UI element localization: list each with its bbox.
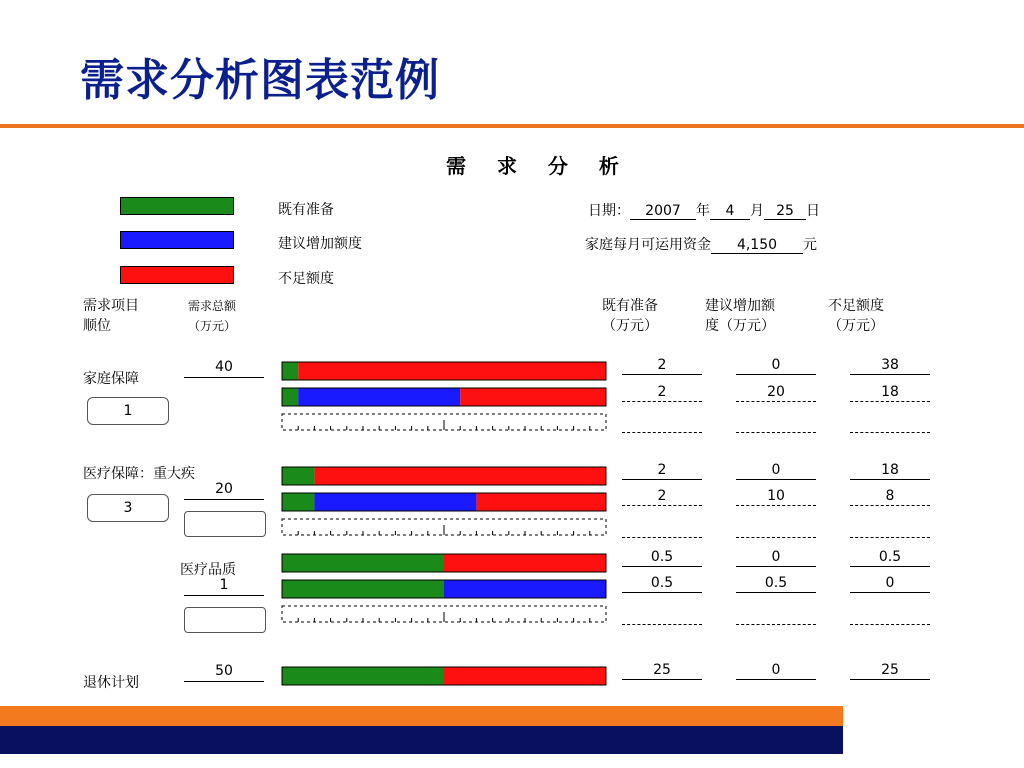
legend-label-existing: 既有准备 [278,202,334,218]
value-suggested-row-6: 0.5 [736,575,816,593]
date-label: 日期： [588,203,630,219]
value-existing-row-7: 25 [622,662,702,680]
funds-label: 家庭每月可运用资金 [585,237,711,253]
value-existing-row-5: 0.5 [622,549,702,567]
funds-unit: 元 [803,237,817,253]
blank-entry-suggested-2 [736,537,816,538]
value-existing-row-2: 2 [622,384,702,402]
item-medical-major-total: 20 [184,481,264,500]
blank-entry-existing-1 [622,432,702,433]
footer-orange-band [0,706,843,726]
bar-segment-existing-row-4 [282,493,314,511]
blank-entry-suggested-3 [736,624,816,625]
bar-segment-existing-row-3 [282,467,314,485]
header-total-line1: 需求总额 [188,299,237,313]
form-heading: 需 求 分 析 [446,154,631,178]
header-shortfall-line2: （万元） [828,318,884,334]
item-retirement-name: 退休计划 [83,675,139,691]
date-day-unit: 日 [806,203,820,219]
value-suggested-row-5: 0 [736,549,816,567]
bar-segment-existing-row-5 [282,554,444,572]
bar-segment-suggested-row-6 [444,580,606,598]
value-suggested-row-3: 0 [736,462,816,480]
value-suggested-row-4: 10 [736,488,816,506]
header-suggested-line1: 建议增加额 [705,298,775,314]
value-existing-row-6: 0.5 [622,575,702,593]
date-month: 4 [710,203,750,220]
blank-entry-existing-2 [622,537,702,538]
bar-segment-shortfall-row-4 [476,493,606,511]
header-suggested-line2: 度（万元） [705,318,775,334]
value-shortfall-row-3: 18 [850,462,930,480]
bar-segment-shortfall-row-1 [298,362,606,380]
bar-segment-shortfall-row-7 [444,667,606,685]
bar-segment-existing-row-1 [282,362,298,380]
item-family-rank-box[interactable]: 1 [87,397,169,425]
value-suggested-row-2: 20 [736,384,816,402]
value-suggested-row-1: 0 [736,357,816,375]
funds-value: 4,150 [711,237,803,254]
blank-entry-shortfall-3 [850,624,930,625]
footer-navy-band [0,726,843,754]
item-medical-major-rank-box[interactable]: 3 [87,494,169,522]
value-existing-row-3: 2 [622,462,702,480]
item-medical-quality-total: 1 [184,577,264,596]
value-shortfall-row-6: 0 [850,575,930,593]
date-month-unit: 月 [750,203,764,219]
bar-segment-existing-row-2 [282,388,298,406]
date-year-unit: 年 [696,203,710,219]
value-shortfall-row-4: 8 [850,488,930,506]
date-year: 2007 [630,203,696,220]
value-shortfall-row-2: 18 [850,384,930,402]
legend-label-suggested: 建议增加额度 [278,236,362,252]
value-existing-row-4: 2 [622,488,702,506]
value-shortfall-row-1: 38 [850,357,930,375]
item-medical-quality-name: 医疗品质 [180,562,236,578]
bar-segment-existing-row-7 [282,667,444,685]
value-shortfall-row-5: 0.5 [850,549,930,567]
slide-title: 需求分析图表范例 [80,55,440,106]
header-existing-line2: （万元） [602,318,658,334]
header-existing-line1: 既有准备 [602,298,658,314]
item-family-total: 40 [184,359,264,378]
blank-entry-suggested-1 [736,432,816,433]
bar-segment-existing-row-6 [282,580,444,598]
blank-entry-shortfall-1 [850,432,930,433]
bar-segment-shortfall-row-5 [444,554,606,572]
item-retirement-total: 50 [184,663,264,682]
item-medical-major-name: 医疗保障：重大疾 [83,466,195,482]
blank-entry-existing-3 [622,624,702,625]
value-suggested-row-7: 0 [736,662,816,680]
header-shortfall-line1: 不足额度 [828,298,884,314]
bar-segment-suggested-row-2 [298,388,460,406]
bar-segment-shortfall-row-2 [460,388,606,406]
date-day: 25 [764,203,806,220]
item-family-name: 家庭保障 [83,371,139,387]
bar-segment-shortfall-row-3 [314,467,606,485]
header-total-line2: （万元） [188,319,237,333]
blank-entry-shortfall-2 [850,537,930,538]
bar-segment-suggested-row-4 [314,493,476,511]
legend-label-shortfall: 不足额度 [278,271,334,287]
header-item-line1: 需求项目 [83,298,139,314]
value-shortfall-row-7: 25 [850,662,930,680]
header-item-line2: 顺位 [83,318,111,334]
value-existing-row-1: 2 [622,357,702,375]
